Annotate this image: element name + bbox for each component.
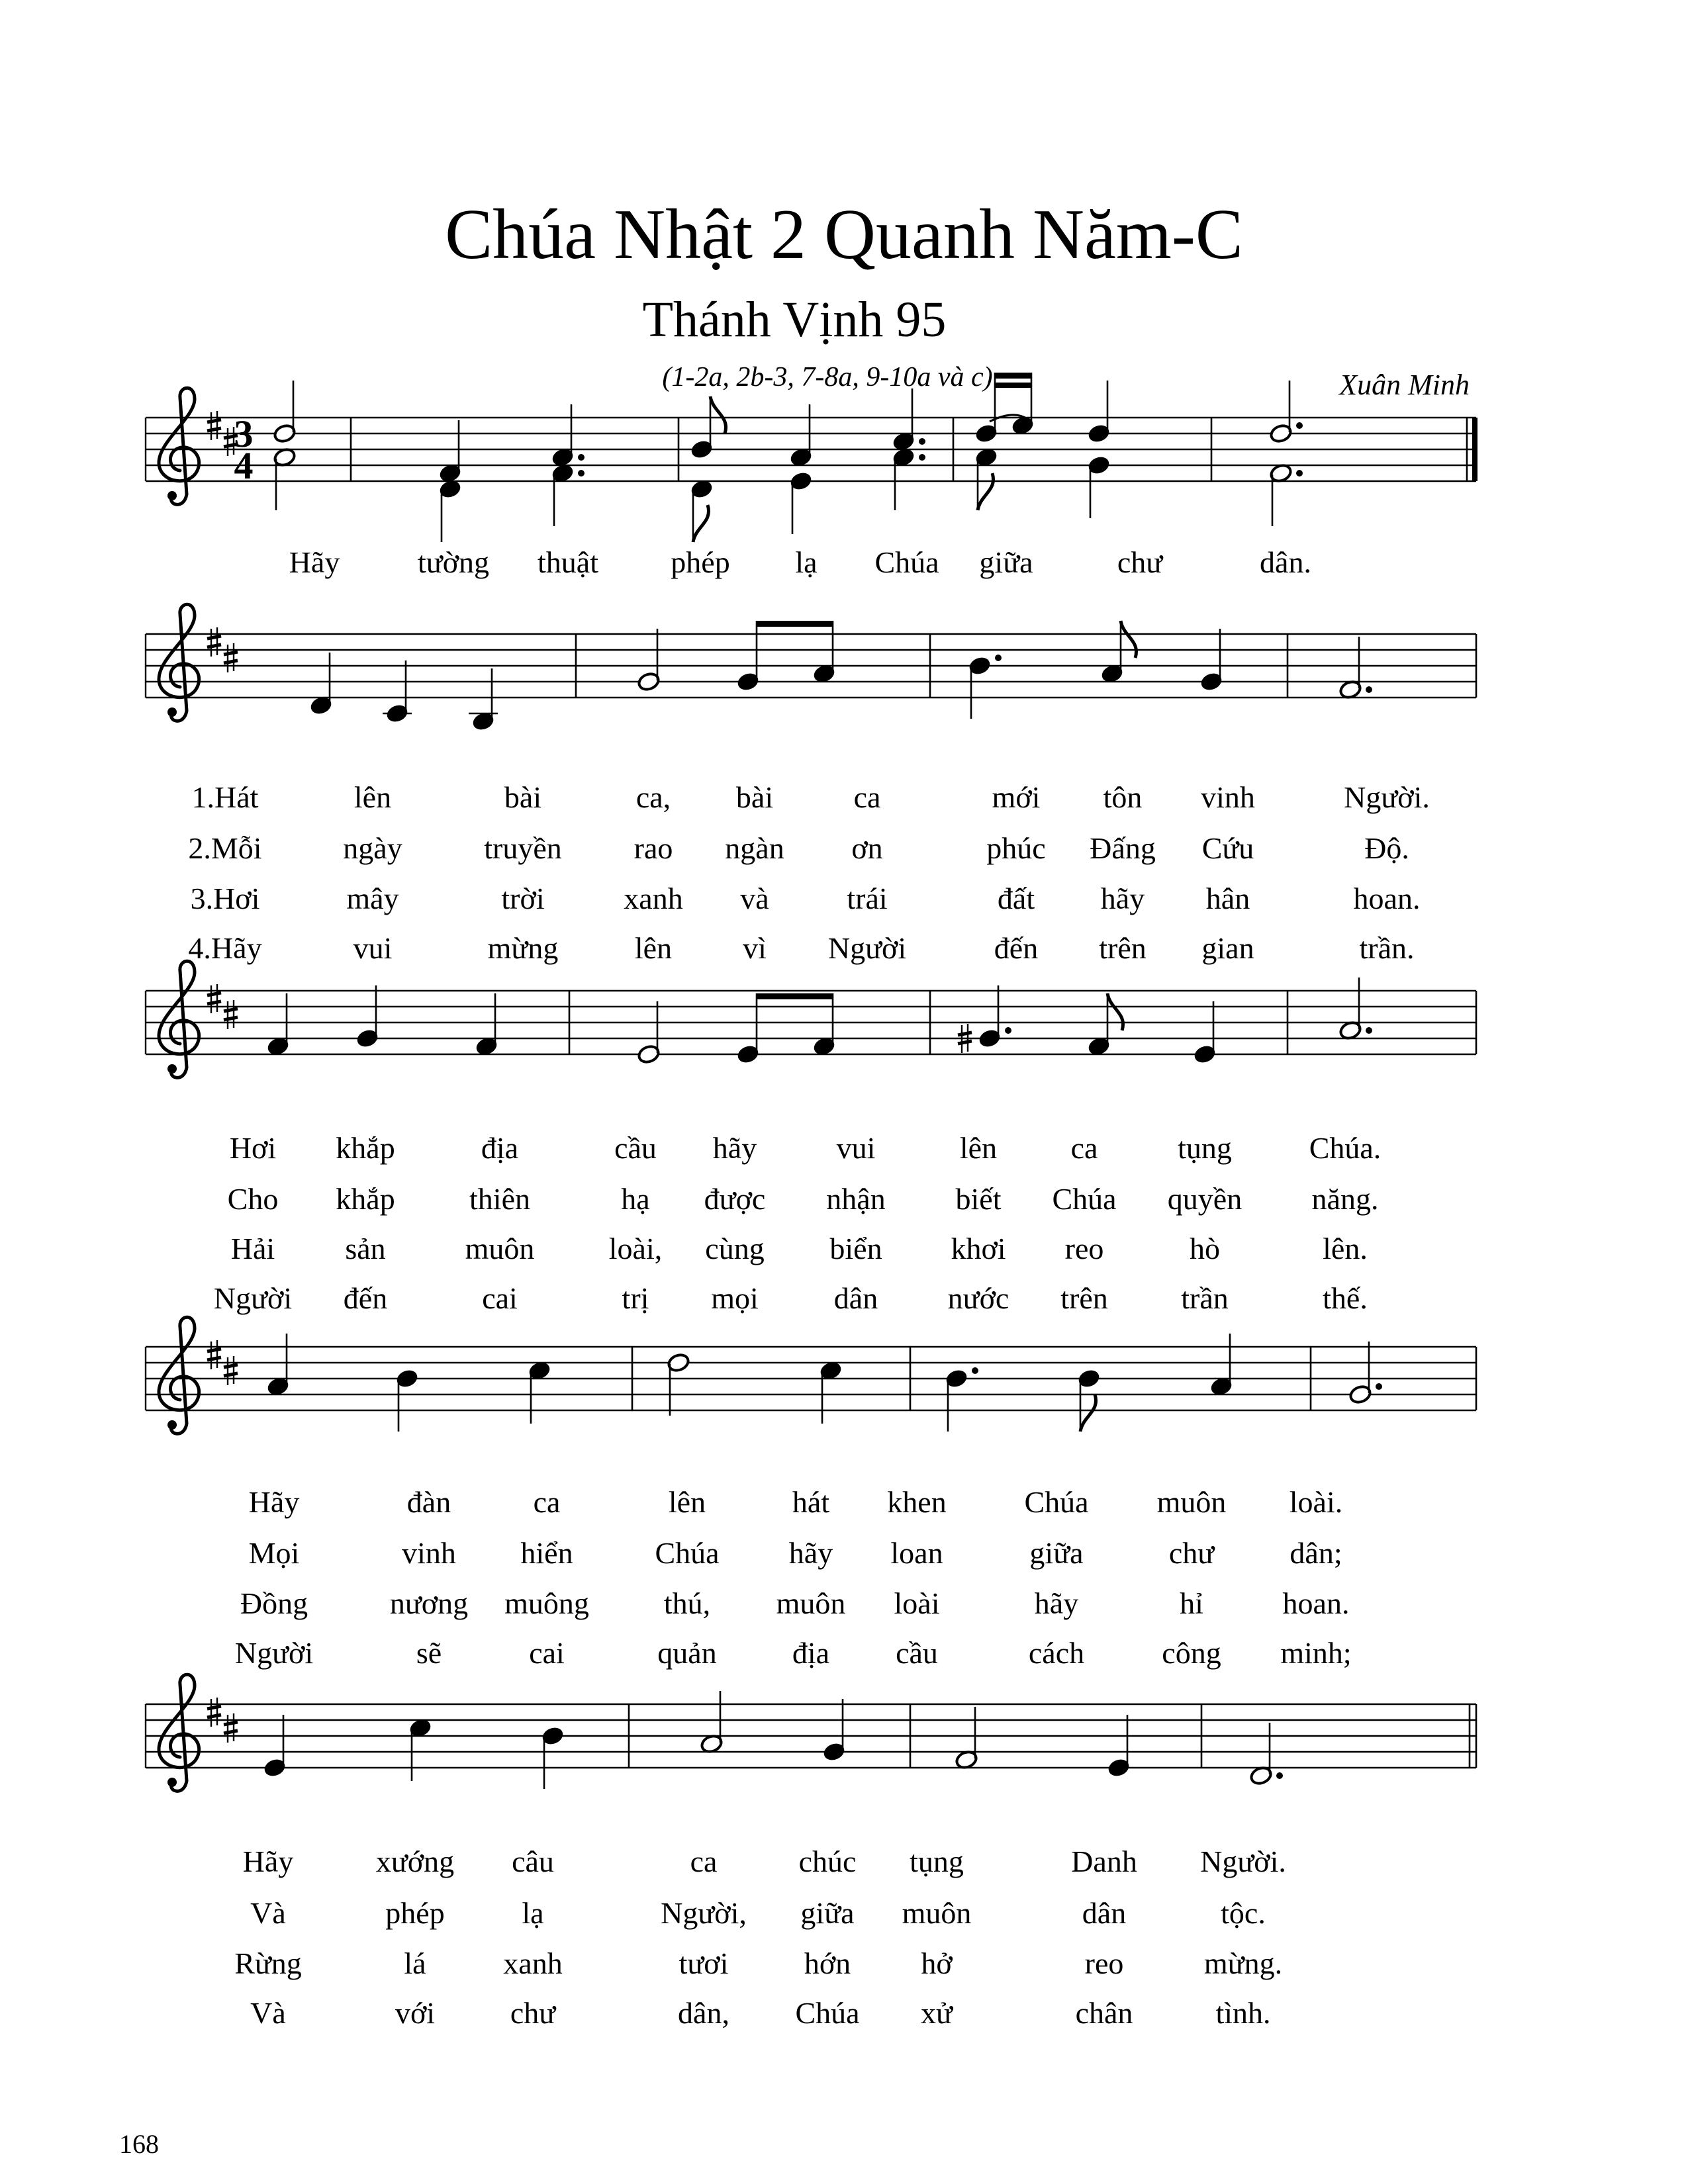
note <box>1107 1715 1131 1778</box>
lyric-syllable: đến <box>994 931 1039 965</box>
lyric-syllable: nương <box>389 1586 469 1620</box>
note <box>355 985 379 1049</box>
lyric-syllable: loài <box>894 1586 940 1620</box>
lyric-syllable: 3.Hơi <box>190 882 260 915</box>
lyric-syllable: quyền <box>1167 1182 1243 1216</box>
lyric-syllable: địa <box>481 1131 519 1165</box>
treble-clef-icon <box>159 1674 199 1791</box>
final-barline-thick <box>1472 418 1477 481</box>
lyric-syllable: Đấng <box>1090 831 1156 865</box>
lyric-syllable: cai <box>529 1636 565 1670</box>
lyric-syllable: cai <box>482 1281 518 1315</box>
note <box>637 1001 661 1065</box>
lyric-syllable: tình. <box>1215 1996 1271 2030</box>
augmentation-dot <box>919 438 925 445</box>
lyric-syllable: hãy <box>788 1536 833 1570</box>
note <box>383 660 412 724</box>
lyric-syllable: Mọi <box>248 1536 300 1570</box>
lyric-syllable: hãy <box>712 1131 757 1165</box>
lyric-line <box>0 1842 1688 1882</box>
sharp-icon <box>207 984 221 1013</box>
lyric-syllable: xanh <box>624 882 683 915</box>
lyric-syllable: Cứu <box>1201 831 1254 865</box>
lyric-syllable: Chúa <box>655 1536 720 1570</box>
lyric-syllable: Chúa. <box>1309 1131 1382 1165</box>
lyric-syllable: mới <box>992 780 1041 814</box>
lyric-syllable: dân <box>833 1281 878 1315</box>
lyric-syllable: hò <box>1190 1232 1220 1265</box>
note <box>1269 463 1303 526</box>
lyric-syllable: loài, <box>608 1232 663 1265</box>
augmentation-dot <box>1276 1772 1283 1779</box>
lyric-syllable: khắp <box>336 1131 395 1165</box>
note <box>736 629 760 692</box>
lyric-syllable: minh; <box>1280 1636 1352 1670</box>
note <box>690 396 726 460</box>
lyric-syllable: ngày <box>343 831 402 865</box>
staff-system-4 <box>126 1307 1483 1466</box>
lyric-syllable: xử <box>921 1996 953 2030</box>
lyric-syllable: vui <box>836 1131 876 1165</box>
lyric-syllable: Và <box>250 1896 286 1930</box>
lyric-syllable: cầu <box>896 1636 938 1670</box>
lyric-syllable: 4.Hãy <box>188 931 262 965</box>
note <box>822 1699 846 1762</box>
note <box>263 1715 287 1778</box>
lyric-syllable: ca <box>690 1844 718 1878</box>
lyric-syllable: Người. <box>1200 1844 1286 1878</box>
lyric-syllable: Người, <box>661 1896 747 1930</box>
lyric-syllable: lạ <box>795 545 818 579</box>
lyric-syllable: lạ <box>522 1896 544 1930</box>
lyric-syllable: lên <box>353 780 392 814</box>
augmentation-dot <box>1366 686 1372 693</box>
note <box>1087 993 1123 1057</box>
time-signature-top: 3 <box>234 412 254 455</box>
note <box>892 388 925 452</box>
lyric-syllable: tươi <box>679 1946 729 1980</box>
lyric-syllable: chư <box>1168 1536 1215 1570</box>
lyric-syllable: bài <box>735 780 774 814</box>
augmentation-dot <box>1366 1027 1372 1034</box>
lyric-syllable: chúc <box>798 1844 857 1878</box>
lyric-syllable: hở <box>921 1946 953 1980</box>
lyric-syllable: giữa <box>800 1896 855 1930</box>
lyric-syllable: quản <box>657 1636 717 1670</box>
note <box>974 447 998 510</box>
note <box>700 1691 724 1754</box>
beam <box>756 621 833 627</box>
lyric-syllable: hân <box>1205 882 1250 915</box>
lyric-syllable: Hãy <box>242 1844 294 1878</box>
lyric-syllable: công <box>1162 1636 1221 1670</box>
note <box>812 621 836 684</box>
lyric-syllable: vì <box>743 931 767 965</box>
lyric-syllable: Người <box>827 931 907 965</box>
lyric-syllable: thiên <box>469 1182 530 1216</box>
lyric-syllable: với <box>395 1996 436 2030</box>
lyric-syllable: dân <box>1082 1896 1127 1930</box>
note <box>266 993 290 1057</box>
sharp-icon <box>224 1713 238 1743</box>
beam <box>756 993 833 999</box>
sharp-icon <box>207 1340 221 1369</box>
lyric-syllable: Rừng <box>234 1946 302 1980</box>
lyric-syllable: hoan. <box>1353 882 1421 915</box>
staff-system-2 <box>126 594 1483 753</box>
note <box>819 1360 843 1424</box>
lyric-syllable: hỉ <box>1180 1586 1203 1620</box>
lyric-syllable: Người. <box>1344 780 1430 814</box>
note <box>958 985 1011 1053</box>
lyric-syllable: Người <box>213 1281 293 1315</box>
augmentation-dot <box>1296 422 1303 429</box>
lyric-syllable: giữa <box>979 545 1033 579</box>
lyric-syllable: lên <box>959 1131 998 1165</box>
staff-system-1 <box>126 378 1483 537</box>
lyric-syllable: lên <box>668 1485 706 1519</box>
lyric-syllable: trị <box>622 1281 649 1315</box>
lyric-syllable: tụng <box>1178 1131 1232 1165</box>
lyric-syllable: muông <box>504 1586 589 1620</box>
lyric-syllable: chân <box>1075 1996 1133 2030</box>
lyric-line <box>0 829 1688 868</box>
lyric-syllable: nước <box>947 1281 1009 1315</box>
lyric-syllable: loan <box>890 1536 943 1570</box>
lyric-syllable: đến <box>343 1281 388 1315</box>
lyric-syllable: năng. <box>1311 1182 1379 1216</box>
lyric-syllable: Cho <box>227 1182 279 1216</box>
lyric-syllable: ca, <box>635 780 671 814</box>
lyric-syllable: trên <box>1060 1281 1108 1315</box>
lyric-syllable: sản <box>345 1232 386 1265</box>
lyric-syllable: Hải <box>230 1232 275 1265</box>
note <box>438 420 462 484</box>
sharp-icon <box>224 643 238 672</box>
staff-system-5 <box>126 1664 1483 1823</box>
lyric-line <box>0 879 1688 919</box>
augmentation-dot <box>972 1367 978 1374</box>
lyric-line <box>0 1533 1688 1573</box>
note <box>1338 978 1372 1041</box>
note <box>551 404 585 468</box>
note <box>1087 381 1111 444</box>
lyric-syllable: mọi <box>711 1281 759 1315</box>
lyric-syllable: tộc. <box>1221 1896 1266 1930</box>
lyric-syllable: mây <box>346 882 399 915</box>
lyric-syllable: khơi <box>951 1232 1006 1265</box>
lyric-syllable: dân, <box>678 1996 729 2030</box>
lyric-syllable: Độ. <box>1364 831 1409 865</box>
lyric-syllable: được <box>704 1182 766 1216</box>
lyric-syllable: loài. <box>1289 1485 1343 1519</box>
note <box>1087 455 1111 518</box>
note <box>1077 1368 1101 1432</box>
lyric-syllable: ca <box>533 1485 561 1519</box>
lyric-syllable: khen <box>887 1485 947 1519</box>
lyric-line <box>0 1482 1688 1522</box>
lyric-syllable: đất <box>997 882 1035 915</box>
lyric-syllable: Chúa <box>874 545 939 579</box>
note <box>408 1717 432 1781</box>
lyric-syllable: mừng <box>487 931 559 965</box>
lyric-syllable: đàn <box>406 1485 451 1519</box>
page-title: Chúa Nhật 2 Quanh Năm-C <box>445 195 1243 274</box>
sharp-icon <box>224 1356 238 1385</box>
lyric-syllable: hãy <box>1034 1586 1079 1620</box>
lyric-syllable: chư <box>510 1996 556 2030</box>
lyric-syllable: reo <box>1084 1946 1124 1980</box>
treble-clef-icon <box>159 604 199 721</box>
note <box>1209 1334 1233 1397</box>
note <box>309 653 333 716</box>
lyric-syllable: muôn <box>465 1232 535 1265</box>
note <box>667 1352 690 1416</box>
lyric-syllable: chư <box>1117 545 1163 579</box>
note <box>475 993 498 1057</box>
lyric-syllable: sẽ <box>416 1636 442 1670</box>
lyric-syllable: hạ <box>621 1182 650 1216</box>
lyric-line <box>0 1993 1688 2033</box>
lyric-syllable: Hãy <box>248 1485 300 1519</box>
note <box>1338 637 1372 700</box>
note <box>273 381 297 444</box>
lyric-syllable: Hơi <box>229 1131 277 1165</box>
lyric-syllable: địa <box>792 1636 830 1670</box>
lyric-syllable: ca <box>1070 1131 1098 1165</box>
lyric-syllable: bài <box>504 780 542 814</box>
note <box>892 447 925 510</box>
lyric-syllable: 2.Mỗi <box>188 831 262 865</box>
note <box>812 993 836 1057</box>
lyric-line <box>0 1179 1688 1219</box>
note <box>1348 1342 1382 1405</box>
lyric-line <box>0 1229 1688 1269</box>
note <box>438 478 462 542</box>
lyric-syllable: rao <box>633 831 673 865</box>
lyric-line <box>0 778 1688 817</box>
lyric-syllable: hát <box>792 1485 830 1519</box>
augmentation-dot <box>1376 1383 1382 1390</box>
lyric-syllable: trên <box>1099 931 1147 965</box>
lyric-syllable: reo <box>1064 1232 1104 1265</box>
lyric-syllable: hiển <box>520 1536 573 1570</box>
lyric-syllable: tôn <box>1103 780 1143 814</box>
lyric-syllable: lá <box>404 1946 426 1980</box>
note <box>974 381 998 444</box>
lyric-syllable: Chúa <box>1052 1182 1117 1216</box>
treble-clef-icon <box>159 961 199 1077</box>
note <box>736 1001 760 1065</box>
note <box>1011 373 1035 436</box>
lyric-syllable: cùng <box>705 1232 765 1265</box>
lyric-syllable: trần <box>1181 1281 1229 1315</box>
note <box>945 1367 978 1432</box>
treble-clef-icon <box>159 1317 199 1433</box>
lyric-syllable: muôn <box>776 1586 846 1620</box>
augmentation-dot <box>578 470 585 477</box>
note <box>1100 621 1137 684</box>
note <box>955 1707 978 1770</box>
augmentation-dot <box>919 454 925 461</box>
sharp-icon <box>207 411 221 440</box>
augmentation-dot <box>578 454 585 461</box>
augmentation-dot <box>995 655 1002 661</box>
time-signature-bottom: 4 <box>234 444 254 487</box>
lyric-syllable: Danh <box>1071 1844 1137 1878</box>
lyric-syllable: thuật <box>538 545 598 579</box>
lyric-syllable: tường <box>417 545 490 579</box>
lyric-syllable: Người <box>234 1636 314 1670</box>
lyric-syllable: nhận <box>826 1182 886 1216</box>
lyric-syllable: ơn <box>851 831 883 865</box>
note <box>469 668 498 732</box>
lyric-syllable: khắp <box>336 1182 395 1216</box>
lyric-syllable: dân. <box>1260 545 1311 579</box>
note <box>637 629 661 692</box>
lyric-syllable: hớn <box>804 1946 851 1980</box>
augmentation-dot <box>1005 1027 1011 1034</box>
lyric-line <box>0 1128 1688 1168</box>
lyric-syllable: xướng <box>375 1844 455 1878</box>
note <box>273 447 297 510</box>
lyric-line <box>0 1893 1688 1933</box>
sharp-icon <box>224 1000 238 1029</box>
lyric-syllable: trái <box>847 882 888 915</box>
lyric-syllable: thú, <box>663 1586 711 1620</box>
beam <box>994 383 1032 388</box>
lyric-syllable: câu <box>512 1844 554 1878</box>
lyric-syllable: vui <box>353 931 393 965</box>
lyric-syllable: tụng <box>910 1844 964 1878</box>
note <box>1199 629 1223 692</box>
lyric-syllable: ca <box>853 780 881 814</box>
lyric-syllable: phúc <box>986 831 1046 865</box>
lyric-syllable: vinh <box>1201 780 1255 814</box>
lyric-line <box>0 1584 1688 1623</box>
note <box>551 463 585 526</box>
lyric-line <box>0 543 1688 582</box>
lyric-syllable: cách <box>1028 1636 1085 1670</box>
beam <box>994 373 1032 379</box>
page-number: 168 <box>119 2129 159 2159</box>
lyric-syllable: muôn <box>902 1896 972 1930</box>
psalm-title: Thánh Vịnh 95 <box>642 292 947 347</box>
note <box>395 1368 419 1432</box>
lyric-syllable: lên. <box>1323 1232 1368 1265</box>
lyric-syllable: Hãy <box>289 545 340 579</box>
note <box>266 1334 290 1397</box>
lyric-syllable: gian <box>1201 931 1254 965</box>
lyric-syllable: xanh <box>503 1946 563 1980</box>
lyric-syllable: truyền <box>484 831 562 865</box>
lyric-syllable: hoan. <box>1282 1586 1350 1620</box>
note <box>1193 1001 1217 1065</box>
lyric-syllable: lên <box>634 931 673 965</box>
lyric-syllable: giữa <box>1029 1536 1084 1570</box>
lyric-syllable: Chúa <box>795 1996 860 2030</box>
lyric-syllable: Đồng <box>240 1586 308 1620</box>
lyric-syllable: Và <box>250 1996 286 2030</box>
note <box>789 404 813 468</box>
note <box>541 1725 565 1789</box>
lyric-syllable: và <box>740 882 769 915</box>
augmentation-dot <box>1296 470 1303 477</box>
lyric-syllable: cầu <box>614 1131 657 1165</box>
lyric-syllable: trời <box>501 882 545 915</box>
lyric-syllable: phép <box>385 1896 445 1930</box>
lyric-syllable: dân; <box>1289 1536 1342 1570</box>
lyric-syllable: muôn <box>1156 1485 1227 1519</box>
note <box>968 655 1002 719</box>
staff-system-3 <box>126 951 1483 1110</box>
lyric-syllable: biển <box>829 1232 882 1265</box>
note <box>690 478 714 542</box>
lyric-syllable: biết <box>955 1182 1002 1216</box>
lyric-syllable: vinh <box>402 1536 456 1570</box>
note <box>789 471 813 534</box>
sharp-icon <box>207 627 221 657</box>
treble-clef-icon <box>159 388 199 504</box>
lyric-syllable: thế. <box>1323 1281 1368 1315</box>
lyric-syllable: Chúa <box>1024 1485 1089 1519</box>
lyric-line <box>0 1944 1688 1983</box>
lyric-syllable: hãy <box>1100 882 1145 915</box>
psalm-verse-reference: (1-2a, 2b-3, 7-8a, 9-10a và c) <box>662 362 993 392</box>
composer-name: Xuân Minh <box>1339 369 1470 401</box>
lyric-syllable: trần. <box>1359 931 1415 965</box>
lyric-syllable: ngàn <box>725 831 784 865</box>
sharp-icon <box>207 1698 221 1727</box>
lyric-syllable: 1.Hát <box>191 780 259 814</box>
note <box>1269 381 1303 444</box>
lyric-syllable: mừng. <box>1203 1946 1283 1980</box>
note <box>528 1360 551 1424</box>
note <box>1249 1723 1283 1786</box>
lyric-syllable: phép <box>671 545 730 579</box>
